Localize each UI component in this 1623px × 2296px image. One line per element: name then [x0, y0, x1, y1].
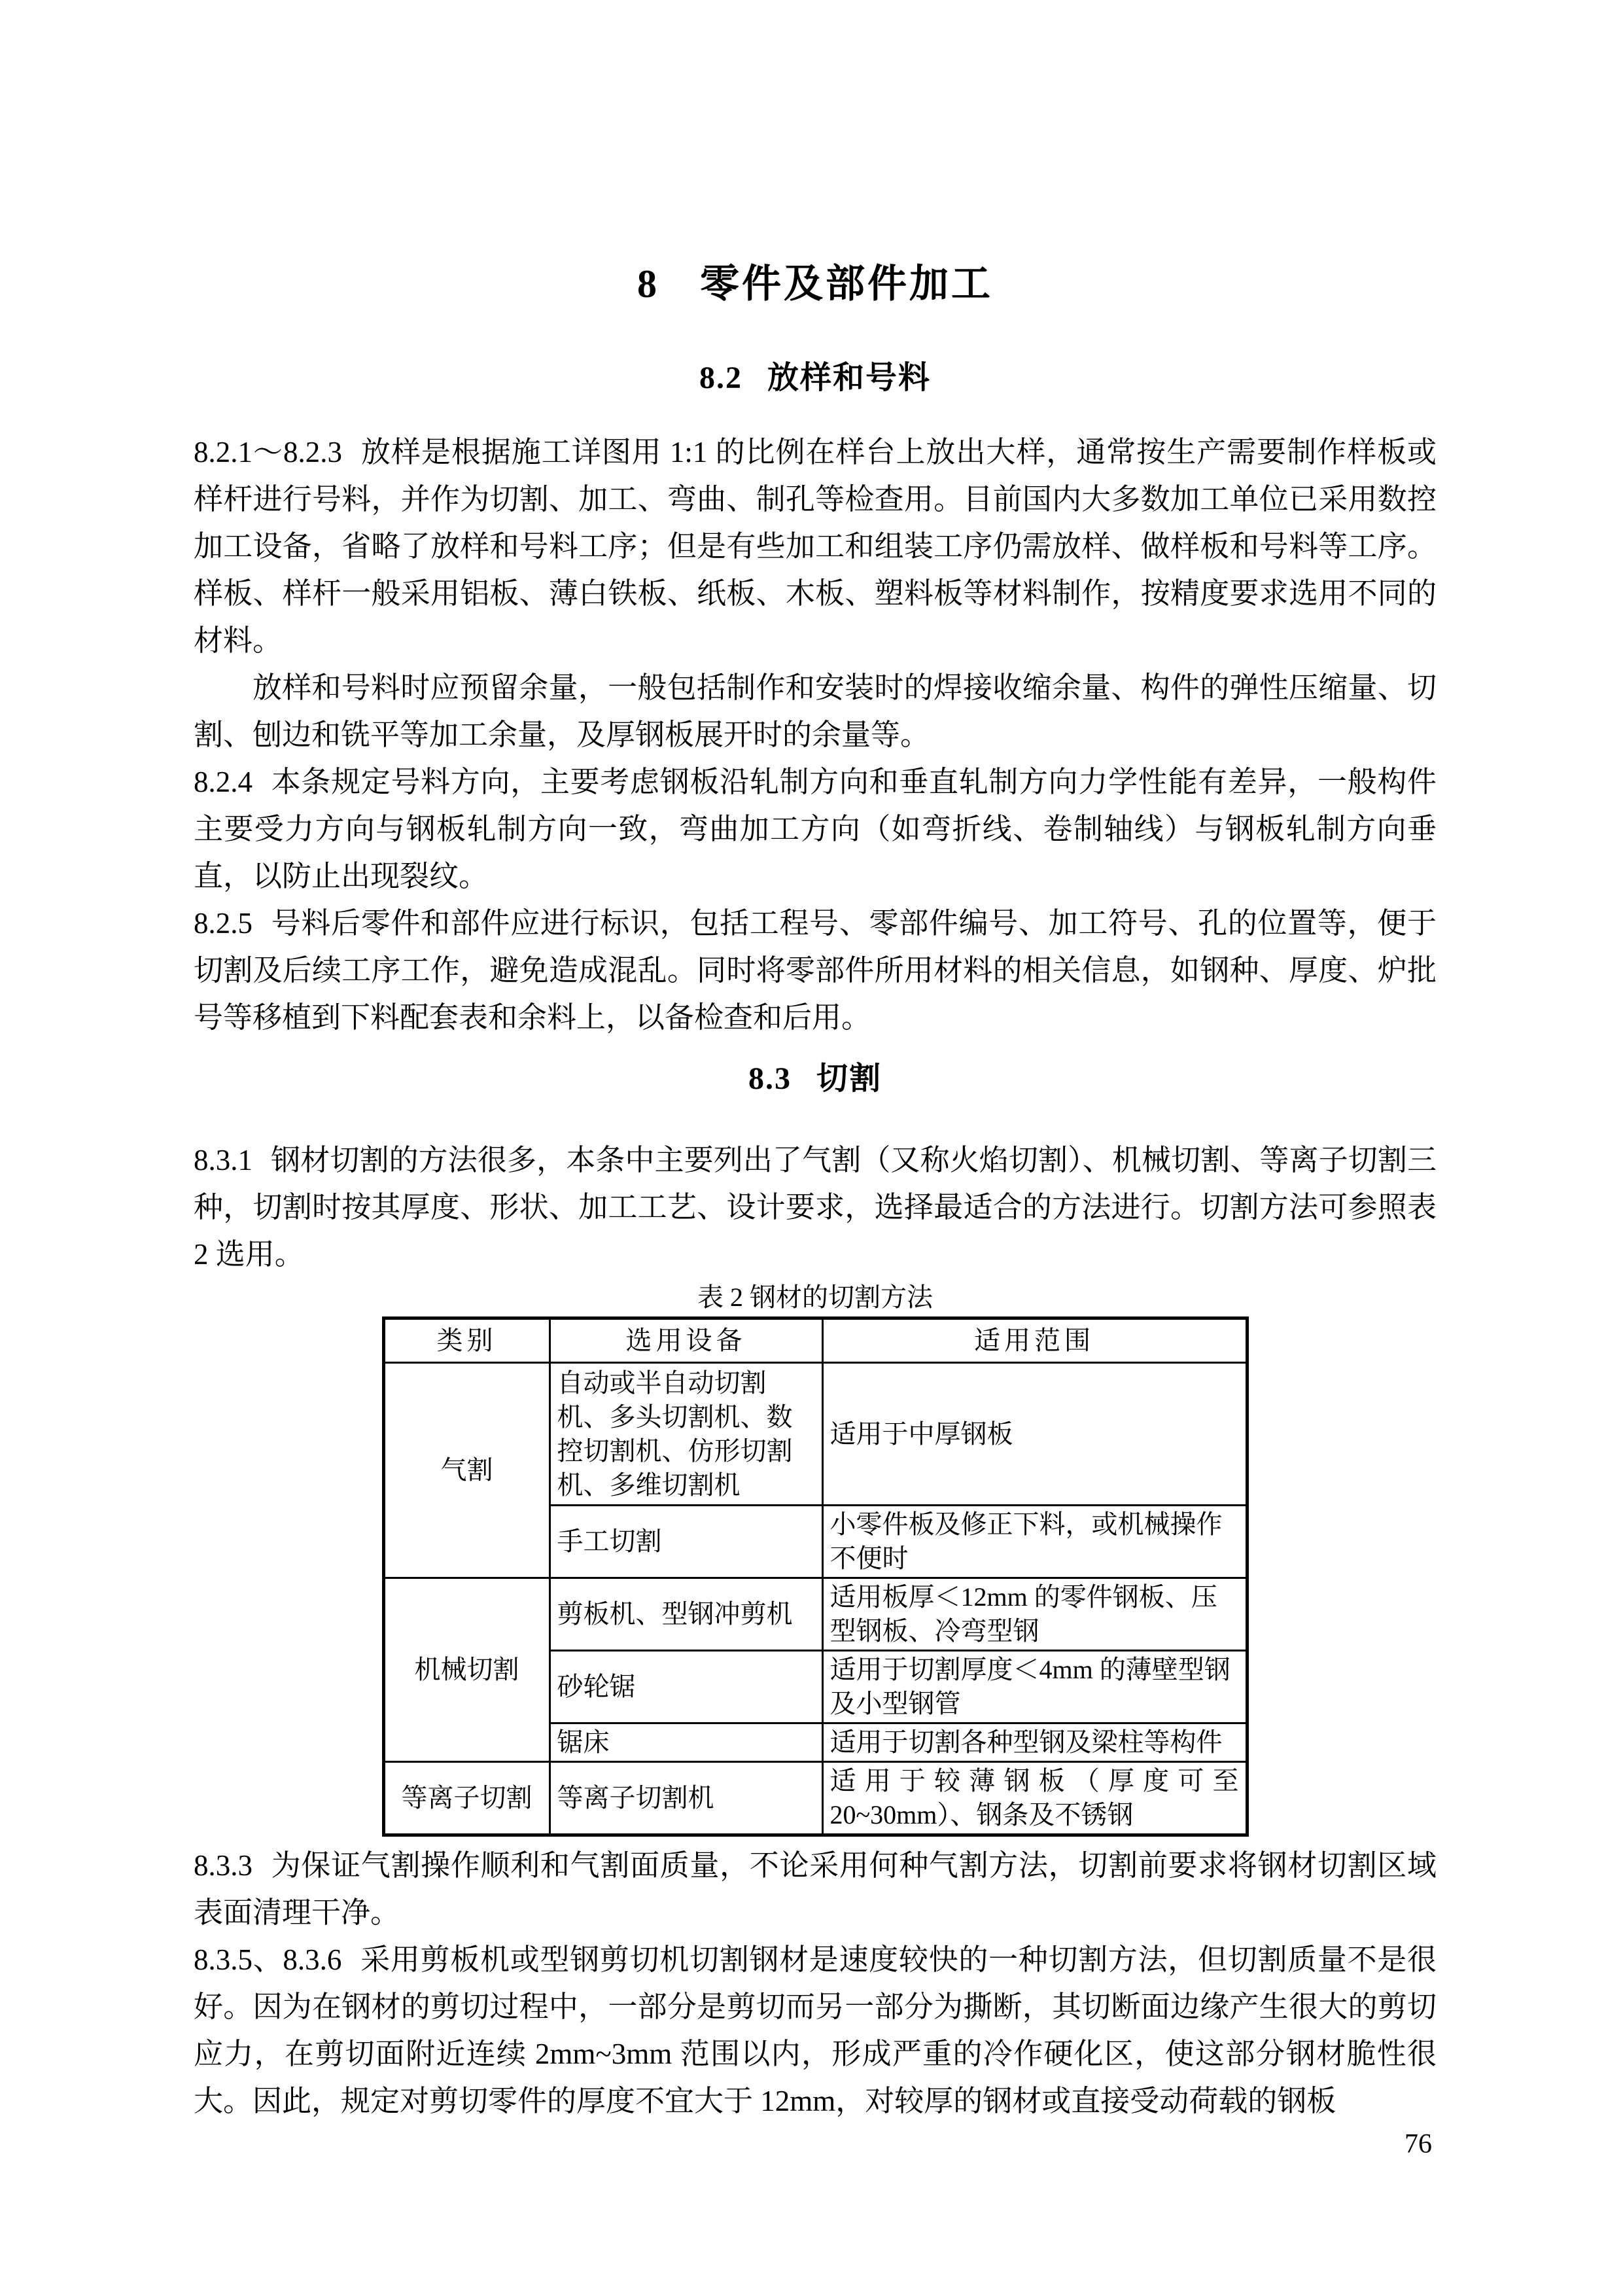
paragraph-8-2-1 [194, 429, 1437, 664]
table-header-row [383, 1318, 1247, 1363]
scope-cell: 适用板厚＜12mm 的零件钢板、压型钢板、冷弯型钢 [822, 1578, 1247, 1651]
cutting-methods-table [382, 1316, 1249, 1837]
clause-number: 8.3.1 [194, 1144, 253, 1176]
clause-number: 8.2.5 [194, 907, 253, 940]
clause-number: 8.3.3 [194, 1849, 253, 1882]
header-category: 类别 [383, 1318, 550, 1363]
table-row [383, 1762, 1247, 1835]
category-mechanical-cutting: 机械切割 [383, 1578, 550, 1762]
clause-text: 本条规定号料方向，主要考虑钢板沿轧制方向和垂直轧制方向力学性能有差异，一般构件主要受力方向与钢板轧制方向一致，弯曲加工方向（如弯折线、卷制轴线）与钢板轧制方向垂直，以防止出现裂纹。 [194, 766, 1437, 892]
scope-cell: 适用于切割厚度＜4mm 的薄壁型钢及小型钢管 [822, 1651, 1247, 1723]
table-row [383, 1363, 1247, 1506]
chapter-title-text: 零件及部件加工 [700, 262, 993, 306]
table-row [383, 1578, 1247, 1651]
scope-cell: 小零件板及修正下料，或机械操作不便时 [822, 1506, 1247, 1578]
header-equipment: 选用设备 [550, 1318, 822, 1363]
section-8-3-number: 8.3 [748, 1061, 792, 1096]
clause-text: 号料后零件和部件应进行标识，包括工程号、零部件编号、加工符号、孔的位置等，便于切割及后续工序工作，避免造成混乱。同时将零部件所用材料的相关信息，如钢种、厚度、炉批号等移植到下料配套表和余料上，以备检查和后用。 [194, 907, 1437, 1034]
equipment-cell: 砂轮锯 [550, 1651, 822, 1723]
section-8-2-title-text: 放样和号料 [767, 361, 931, 395]
chapter-number: 8 [637, 262, 659, 306]
clause-text: 钢材切割的方法很多，本条中主要列出了气割（又称火焰切割）、机械切割、等离子切割三种，切割时按其厚度、形状、加工工艺、设计要求，选择最适合的方法进行。切割方法可参照表 2 选用。 [194, 1144, 1437, 1271]
scope-cell: 适用于较薄钢板（厚度可至20~30mm）、钢条及不锈钢 [822, 1762, 1247, 1835]
section-heading-8-3 [194, 1061, 1437, 1097]
category-plasma-cutting: 等离子切割 [383, 1762, 550, 1835]
clause-number: 8.2.1～8.2.3 [194, 436, 342, 468]
clause-text: 放样和号料时应预留余量，一般包括制作和安装时的焊接收缩余量、构件的弹性压缩量、切割、刨边和铣平等加工余量，及厚钢板展开时的余量等。 [194, 671, 1437, 751]
equipment-cell: 锯床 [550, 1723, 822, 1762]
paragraph-8-3-3 [194, 1842, 1437, 1936]
scope-cell: 适用于中厚钢板 [822, 1363, 1247, 1506]
category-gas-cutting: 气割 [383, 1363, 550, 1578]
clause-text: 采用剪板机或型钢剪切机切割钢材是速度较快的一种切割方法，但切割质量不是很好。因为在钢材的剪切过程中，一部分是剪切而另一部分为撕断，其切断面边缘产生很大的剪切应力，在剪切面附近连续 2mm~3mm 范围以内，形成严重的冷作硬化区，使这部分钢材脆性很大。因此，规定对剪切零件的厚度不宜大于 12mm，对较厚的钢材或直接受动荷载的钢板 [194, 1943, 1437, 2117]
scope-cell: 适用于切割各种型钢及梁柱等构件 [822, 1723, 1247, 1762]
clause-number: 8.2.4 [194, 766, 253, 798]
clause-text: 为保证气割操作顺利和气割面质量，不论采用何种气割方法，切割前要求将钢材切割区域表面清理干净。 [194, 1849, 1437, 1929]
equipment-cell: 手工切割 [550, 1506, 822, 1578]
header-scope: 适用范围 [822, 1318, 1247, 1363]
paragraph-8-2-5 [194, 900, 1437, 1041]
section-8-3-title-text: 切割 [816, 1061, 882, 1096]
section-heading-8-2 [194, 360, 1437, 397]
clause-number: 8.3.5、8.3.6 [194, 1943, 342, 1976]
equipment-cell: 剪板机、型钢冲剪机 [550, 1578, 822, 1651]
table-caption: 表 2 钢材的切割方法 [697, 1282, 933, 1312]
equipment-cell: 等离子切割机 [550, 1762, 822, 1835]
page-content [194, 0, 1437, 2125]
section-8-2-number: 8.2 [699, 361, 742, 395]
paragraph-8-3-5-8-3-6 [194, 1936, 1437, 2125]
paragraph-8-3-1 [194, 1137, 1437, 1278]
paragraph-8-2-4 [194, 758, 1437, 900]
paragraph-allowance [194, 664, 1437, 758]
page-number: 76 [1405, 2129, 1432, 2159]
equipment-cell: 自动或半自动切割机、多头切割机、数控切割机、仿形切割机、多维切割机 [550, 1363, 822, 1506]
clause-text: 放样是根据施工详图用 1:1 的比例在样台上放出大样，通常按生产需要制作样板或样杆进行号料，并作为切割、加工、弯曲、制孔等检查用。目前国内大多数加工单位已采用数控加工设备，省略了放样和号料工序；但是有些加工和组装工序仍需放样、做样板和号料等工序。样板、样杆一般采用铝板、薄白铁板、纸板、木板、塑料板等材料制作，按精度要求选用不同的材料。 [194, 436, 1437, 657]
chapter-title [194, 260, 1437, 308]
